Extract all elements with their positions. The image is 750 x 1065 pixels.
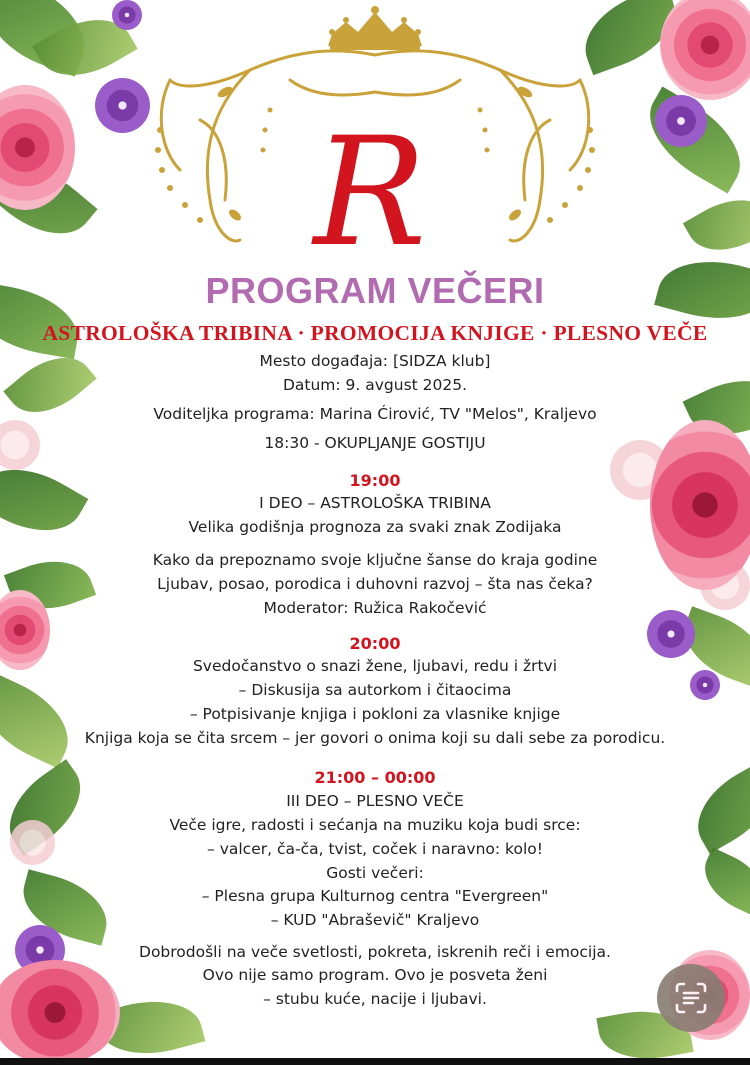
venue-text: Mesto događaja: [SIDZA klub] [259, 352, 491, 370]
part3-line: Veče igre, radosti i sećanja na muziku koja budi srce: [169, 816, 581, 834]
part1-line: Kako da prepoznamo svoje ključne šanse do kraja godine [152, 551, 598, 569]
part3-line: – Plesna grupa Kulturnog centra "Evergreen" [201, 887, 549, 905]
part2-line: Svedočanstvo o snazi žene, ljubavi, redu i žrtvi [192, 657, 558, 675]
closing-line: Dobrodošli na veče svetlosti, pokreta, iskrenih reči i emocija. [139, 943, 611, 961]
part3-heading: III DEO – PLESNO VEČE [286, 792, 464, 810]
logo-letter: R [313, 106, 427, 280]
text-scan-icon [673, 980, 709, 1016]
bottom-edge-bar [0, 1058, 750, 1065]
part1-line: Velika godišnja prognoza za svaki znak Zodijaka [188, 518, 562, 536]
part3-time: 21:00 – 00:00 [314, 768, 436, 787]
part1-moderator: Moderator: Ružica Rakočević [263, 599, 487, 617]
closing-line: – stubu kuće, nacije i ljubavi. [263, 990, 487, 1008]
part3-line: – valcer, ča-ča, tvist, coček i naravno: kolo! [207, 840, 543, 858]
part2-line: – Potpisivanje knjiga i pokloni za vlasnike knjige [189, 705, 561, 723]
rose-flower [660, 0, 750, 100]
part1-line: Ljubav, posao, porodica i duhovni razvoj – šta nas čeka? [157, 575, 593, 593]
crown-icon [328, 6, 422, 50]
closing-line: Ovo nije samo program. Ovo je posveta ženi [202, 966, 548, 984]
part1-heading: I DEO – ASTROLOŠKA TRIBINA [259, 494, 491, 512]
part3-line: – KUD "Abraševič" Kraljevo [270, 911, 480, 929]
part2-line: – Diskusija sa autorkom i čitaocima [238, 681, 512, 699]
gathering-time-text: 18:30 - OKUPLJANJE GOSTIJU [264, 434, 486, 452]
subtitle: ASTROLOŠKA TRIBINA · PROMOCIJA KNJIGE · PLESNO VEČE [42, 321, 708, 345]
part2-time: 20:00 [349, 634, 401, 653]
host-text: Voditeljka programa: Marina Ćirović, TV "Melos", Kraljevo [153, 405, 597, 423]
part1-time: 19:00 [349, 471, 401, 490]
page-title: PROGRAM VEČERI [205, 270, 545, 311]
date-text: Datum: 9. avgust 2025. [282, 376, 468, 394]
part3-line: Gosti večeri: [326, 864, 424, 882]
part2-line: Knjiga koja se čita srcem – jer govori o onima koji su dali sebe za porodicu. [84, 729, 666, 747]
text-scan-button[interactable] [657, 964, 725, 1032]
